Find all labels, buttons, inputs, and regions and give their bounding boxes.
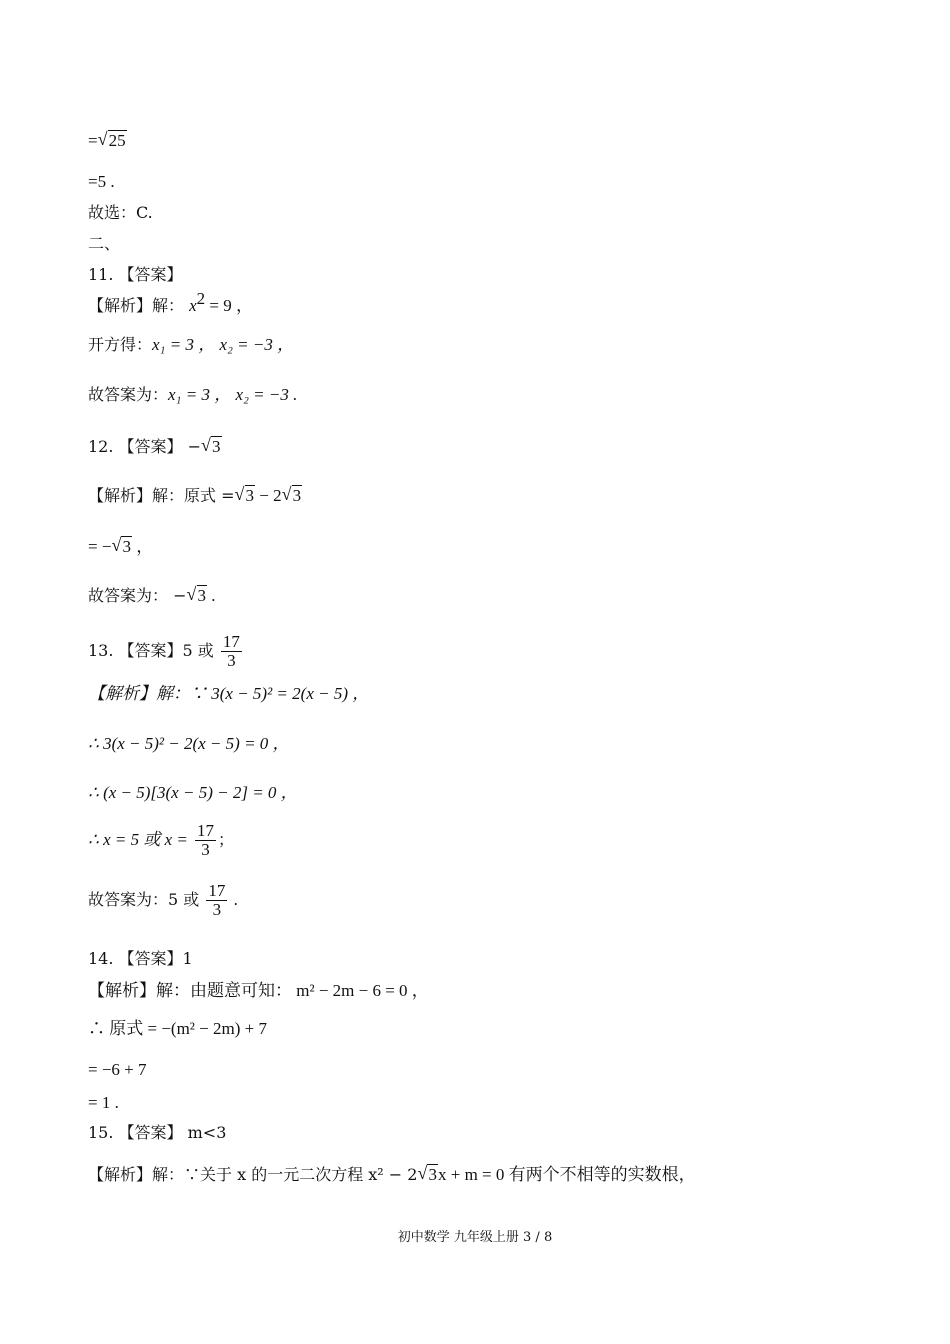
radicand: 3	[292, 486, 302, 505]
label: 【解析】解：	[88, 296, 185, 315]
math-tail: ；	[217, 830, 234, 849]
q14-analysis-line: 【解析】解：由题意可知： m² − 2m − 6 = 0 ，	[88, 981, 429, 1000]
sqrt-symbol	[418, 1164, 438, 1186]
label: 【解析】解：原式 =	[88, 486, 235, 505]
math-tail: x + m = 0 有两个不相等的实数根，	[437, 1165, 696, 1184]
math-pre: = −	[88, 537, 112, 556]
q13-final-line	[88, 882, 238, 919]
q13-answer-heading	[88, 633, 244, 670]
sqrt-symbol	[99, 130, 127, 152]
eq-sign: =	[88, 131, 98, 150]
fraction	[221, 633, 242, 670]
line-eq5: =5 .	[88, 172, 115, 191]
math-var: x	[189, 296, 197, 315]
q14-step-2: ∴ 原式 = −(m² − 2m) + 7	[88, 1019, 267, 1038]
exponent: 2	[196, 289, 206, 308]
line-sqrt25	[88, 130, 127, 152]
radicand: 25	[108, 131, 126, 150]
numerator: 17	[208, 881, 226, 900]
label: 故答案为：	[88, 385, 169, 404]
page-footer: 初中数学 九年级上册 3 / 8	[397, 1230, 553, 1245]
denominator: 3	[227, 651, 236, 670]
section-two-heading: 二、	[88, 234, 121, 253]
sqrt-symbol	[236, 485, 256, 507]
q11-final-line	[88, 384, 297, 406]
q14-step-4: = 1 .	[88, 1093, 119, 1112]
sqrt-symbol	[283, 485, 303, 507]
label: 【解析】解：∵关于 x 的一元二次方程 x² − 2	[88, 1165, 418, 1184]
fraction	[206, 882, 227, 919]
q12-final-line	[88, 585, 216, 607]
math-tail: ，	[131, 537, 154, 556]
q11-answer-heading: 11. 【答案】	[88, 265, 183, 284]
q14-step-3: = −6 + 7	[88, 1060, 147, 1079]
q11-root-line	[88, 334, 294, 356]
label: 12. 【答案】 −	[88, 437, 202, 456]
math-pre: ∴ x = 5 或 x =	[88, 830, 188, 849]
fraction	[195, 822, 216, 859]
math: x₁ = 3 ， x₂ = −3 .	[168, 385, 298, 404]
q12-answer-heading	[88, 436, 222, 458]
label: 故答案为： −	[88, 586, 187, 605]
q13-analysis-line: 【解析】解：∵ 3(x − 5)² = 2(x − 5) ，	[88, 684, 370, 703]
sqrt-symbol	[188, 585, 208, 607]
radicand: 3	[212, 437, 221, 456]
label: 开方得：	[88, 335, 153, 354]
math-tail: = 9 ，	[205, 296, 253, 315]
line-choice: 故选：C.	[88, 203, 153, 222]
math-mid: − 2	[255, 486, 282, 505]
sqrt-symbol	[202, 436, 222, 458]
q12-result-line	[88, 536, 153, 558]
q15-analysis-line	[88, 1164, 696, 1186]
q15-answer-heading: 15. 【答案】 m<3	[88, 1123, 227, 1142]
q13-step-2: ∴ 3(x − 5)² − 2(x − 5) = 0 ，	[88, 734, 290, 753]
sqrt-symbol	[112, 536, 132, 558]
numerator: 17	[222, 632, 240, 651]
q14-answer-heading: 14. 【答案】1	[88, 949, 193, 968]
math-tail: .	[207, 586, 216, 605]
radicand: 3	[245, 486, 254, 505]
q11-analysis-line	[88, 289, 253, 317]
radicand: 3	[122, 537, 131, 556]
numerator: 17	[196, 821, 214, 840]
math-tail: .	[229, 890, 238, 909]
q12-analysis-line	[88, 485, 302, 507]
math: x₁ = 3 ， x₂ = −3 ，	[152, 335, 295, 354]
q13-step-3: ∴ (x − 5)[3(x − 5) − 2] = 0 ，	[88, 783, 298, 802]
radicand: 3	[197, 586, 206, 605]
denominator: 3	[212, 900, 222, 919]
denominator: 3	[201, 840, 210, 859]
label: 故答案为：5 或	[88, 890, 200, 909]
q13-step-4	[88, 822, 234, 859]
radicand: 3	[428, 1165, 437, 1184]
label: 13. 【答案】5 或	[88, 641, 214, 660]
